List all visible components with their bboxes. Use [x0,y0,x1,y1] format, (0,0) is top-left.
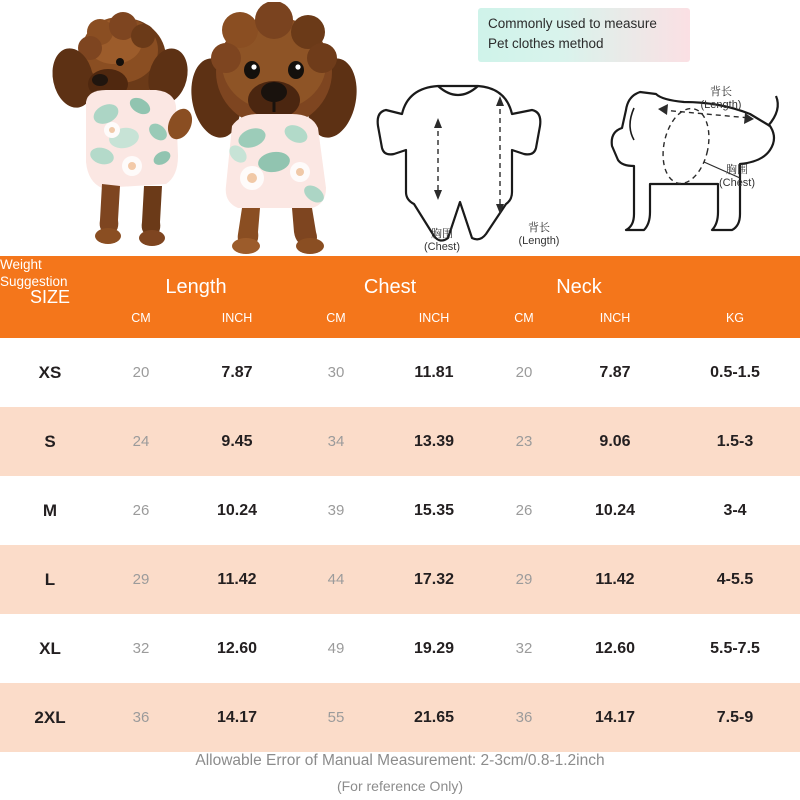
footer-reference-note: (For reference Only) [336,778,464,794]
cell-neck-cm: 36 [515,709,533,726]
dog-chest-label [706,164,768,190]
cell-weight-kg: 4-5.5 [716,571,754,588]
header-length-inch: INCH [221,311,253,325]
cell-length-cm: 24 [132,433,150,450]
cell-chest-inch: 21.65 [413,709,455,726]
cell-neck-cm: 26 [515,502,533,519]
cell-length-cm: 32 [132,640,150,657]
cell-chest-cm: 44 [327,571,345,588]
cell-length-inch: 10.24 [216,502,258,519]
cell-length-inch: 9.45 [221,433,253,450]
header-length: Length [165,276,227,298]
cell-chest-cm: 49 [327,640,345,657]
dog-photo-front-view [180,2,370,254]
garment-length-label-en: (Length) [518,235,560,247]
cell-neck-cm: 32 [515,640,533,657]
cell-chest-inch: 11.81 [414,364,454,381]
garment-chest-label-cn: 胸围 [431,228,453,240]
cell-neck-inch: 7.87 [599,364,631,381]
cell-length-inch: 11.42 [217,571,257,588]
garment-chest-label-en: (Chest) [423,241,461,253]
header-weight-line2: Suggestion [0,274,68,289]
cell-length-inch: 14.17 [216,709,258,726]
cell-neck-cm: 23 [515,433,533,450]
header-chest-inch: INCH [418,311,450,325]
cell-size: L [44,570,56,589]
dog-chest-label-en: (Chest) [718,177,756,189]
header-chest-cm: CM [326,311,346,325]
table-row [0,545,800,614]
table-row [0,683,800,752]
cell-chest-cm: 55 [327,709,345,726]
cell-weight-kg: 1.5-3 [716,433,754,450]
header-weight-unit: KG [725,311,745,325]
header-chest: Chest [363,276,417,298]
header-neck: Neck [556,276,602,298]
cell-chest-cm: 39 [327,502,345,519]
header-weight [0,256,110,290]
dog-length-label [690,86,752,112]
cell-size: XS [38,363,62,382]
dog-length-label-cn: 背长 [710,86,732,98]
cell-length-inch: 12.60 [216,640,258,657]
table-row [0,338,800,407]
cell-size: 2XL [34,708,66,727]
cell-size: XL [39,639,61,658]
cell-weight-kg: 0.5-1.5 [710,364,760,381]
table-header-row [0,256,800,338]
garment-length-label [508,222,570,248]
cell-chest-inch: 13.39 [413,433,455,450]
header-size: SIZE [29,287,70,307]
cell-length-inch: 7.87 [221,364,253,381]
table-row [0,614,800,683]
cell-chest-cm: 34 [327,433,345,450]
garment-length-label-cn: 背长 [528,222,550,234]
cell-neck-inch: 12.60 [594,640,636,657]
table-row [0,476,800,545]
cell-size: S [44,432,56,451]
header-neck-cm: CM [514,311,534,325]
cell-neck-cm: 20 [515,364,533,381]
cell-neck-inch: 11.42 [595,571,635,588]
footer-error-note: Allowable Error of Manual Measurement: 2-3cm/0.8-1.2inch [195,752,605,769]
illustration-area [0,0,800,256]
cell-length-cm: 20 [132,364,150,381]
cell-neck-inch: 14.17 [594,709,636,726]
dog-length-label-en: (Length) [700,99,742,111]
cell-chest-inch: 17.32 [413,571,455,588]
cell-weight-kg: 7.5-9 [716,709,754,726]
garment-chest-label [412,228,472,254]
measure-note-box [478,8,690,62]
cell-length-cm: 29 [132,571,150,588]
cell-length-cm: 36 [132,709,150,726]
table-row [0,407,800,476]
cell-chest-inch: 15.35 [413,502,455,519]
cell-weight-kg: 5.5-7.5 [710,640,760,657]
note-line-1: Commonly used to measure [488,16,657,31]
dog-chest-label-cn: 胸围 [726,164,748,176]
size-table [0,256,800,752]
cell-neck-inch: 9.06 [599,433,631,450]
header-weight-line1: Weight [0,257,42,272]
cell-chest-cm: 30 [327,364,345,381]
cell-weight-kg: 3-4 [723,502,747,519]
note-line-2: Pet clothes method [488,36,604,51]
header-neck-inch: INCH [599,311,631,325]
header-length-cm: CM [131,311,151,325]
cell-neck-cm: 29 [515,571,533,588]
cell-neck-inch: 10.24 [594,502,636,519]
cell-chest-inch: 19.29 [413,640,455,657]
cell-size: M [42,501,58,520]
cell-length-cm: 26 [132,502,150,519]
